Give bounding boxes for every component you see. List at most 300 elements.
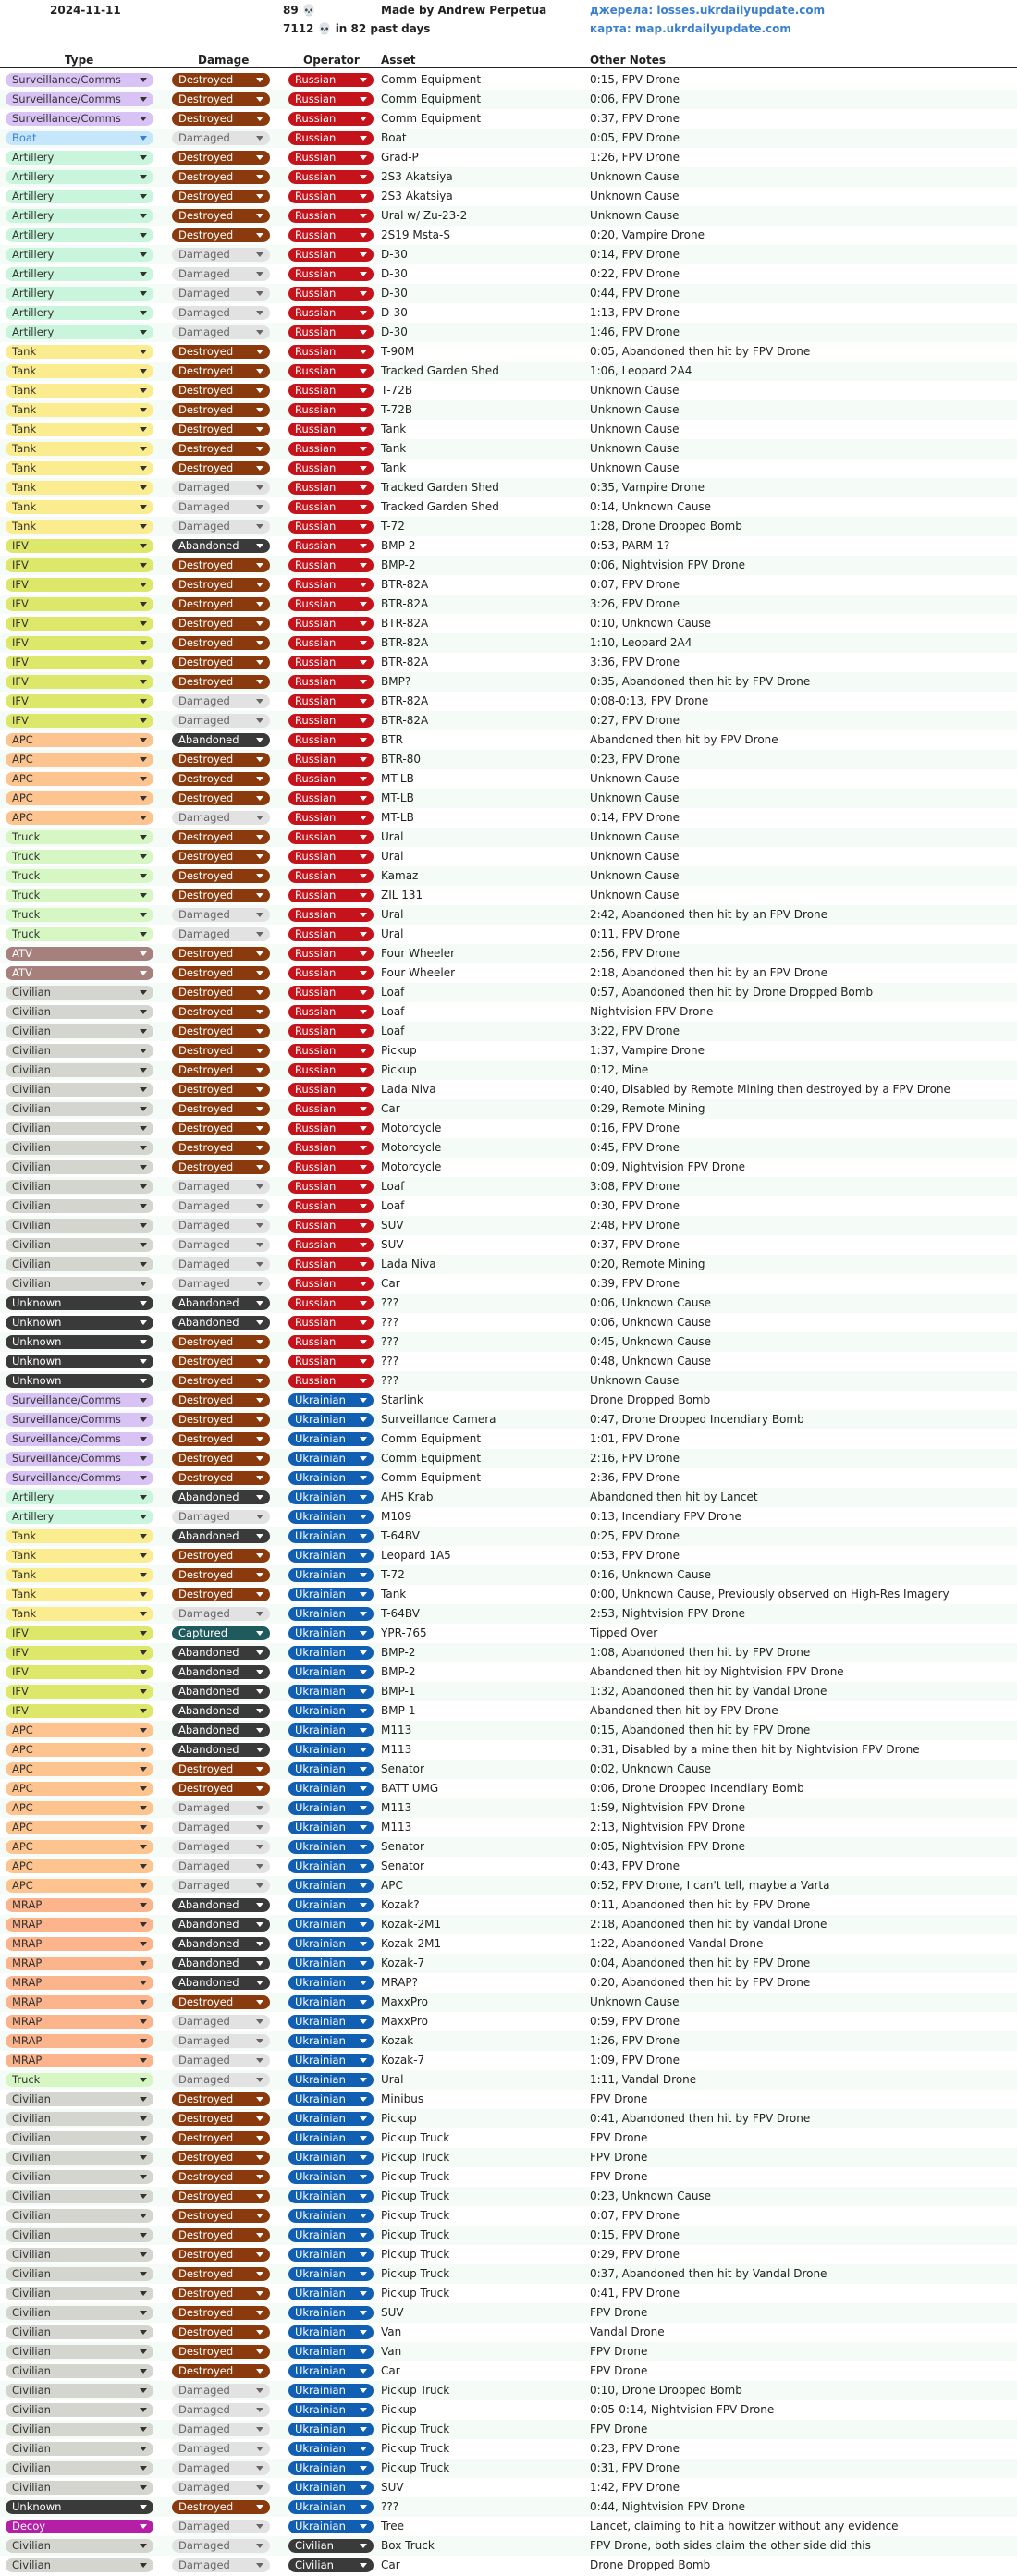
type-dropdown[interactable] [6, 1976, 153, 1990]
operator-dropdown[interactable] [288, 2267, 374, 2281]
type-dropdown[interactable] [6, 287, 153, 301]
damage-dropdown[interactable] [172, 2384, 270, 2398]
type-dropdown[interactable] [6, 2151, 153, 2165]
type-dropdown[interactable] [6, 2345, 153, 2359]
operator-dropdown[interactable] [288, 1723, 374, 1737]
operator-dropdown[interactable] [288, 2558, 374, 2572]
damage-dropdown[interactable] [172, 1743, 270, 1757]
type-dropdown[interactable] [6, 2500, 153, 2514]
type-dropdown[interactable] [6, 656, 153, 669]
type-dropdown[interactable] [6, 1374, 153, 1388]
operator-dropdown[interactable] [288, 1685, 374, 1699]
operator-dropdown[interactable] [288, 753, 374, 767]
operator-dropdown[interactable] [288, 1335, 374, 1349]
damage-dropdown[interactable] [172, 675, 270, 689]
type-dropdown[interactable] [6, 170, 153, 184]
damage-dropdown[interactable] [172, 2015, 270, 2029]
type-dropdown[interactable] [6, 1626, 153, 1640]
type-dropdown[interactable] [6, 927, 153, 941]
damage-dropdown[interactable] [172, 1005, 270, 1019]
operator-dropdown[interactable] [288, 2034, 374, 2048]
type-dropdown[interactable] [6, 2403, 153, 2417]
operator-dropdown[interactable] [288, 869, 374, 883]
type-dropdown[interactable] [6, 1238, 153, 1252]
operator-dropdown[interactable] [288, 1762, 374, 1776]
type-dropdown[interactable] [6, 1180, 153, 1194]
damage-dropdown[interactable] [172, 1704, 270, 1718]
damage-dropdown[interactable] [172, 733, 270, 747]
type-dropdown[interactable] [6, 92, 153, 106]
damage-dropdown[interactable] [172, 1957, 270, 1970]
operator-dropdown[interactable] [288, 500, 374, 514]
damage-dropdown[interactable] [172, 1102, 270, 1116]
damage-dropdown[interactable] [172, 364, 270, 378]
operator-dropdown[interactable] [288, 112, 374, 126]
damage-dropdown[interactable] [172, 2248, 270, 2262]
operator-dropdown[interactable] [288, 287, 374, 301]
type-dropdown[interactable] [6, 2481, 153, 2495]
type-dropdown[interactable] [6, 481, 153, 495]
type-dropdown[interactable] [6, 2520, 153, 2533]
damage-dropdown[interactable] [172, 2209, 270, 2223]
type-dropdown[interactable] [6, 1122, 153, 1135]
damage-dropdown[interactable] [172, 2190, 270, 2203]
damage-dropdown[interactable] [172, 287, 270, 301]
operator-dropdown[interactable] [288, 1083, 374, 1097]
type-dropdown[interactable] [6, 2461, 153, 2475]
operator-dropdown[interactable] [288, 578, 374, 592]
type-dropdown[interactable] [6, 2170, 153, 2184]
damage-dropdown[interactable] [172, 267, 270, 281]
damage-dropdown[interactable] [172, 73, 270, 87]
operator-dropdown[interactable] [288, 1393, 374, 1407]
operator-dropdown[interactable] [288, 1374, 374, 1388]
damage-dropdown[interactable] [172, 345, 270, 359]
operator-dropdown[interactable] [288, 1976, 374, 1990]
type-dropdown[interactable] [6, 2112, 153, 2126]
operator-dropdown[interactable] [288, 1238, 374, 1252]
operator-dropdown[interactable] [288, 1024, 374, 1038]
operator-dropdown[interactable] [288, 947, 374, 961]
type-dropdown[interactable] [6, 1490, 153, 1504]
type-dropdown[interactable] [6, 209, 153, 223]
type-dropdown[interactable] [6, 1277, 153, 1291]
damage-dropdown[interactable] [172, 2131, 270, 2145]
damage-dropdown[interactable] [172, 2287, 270, 2300]
type-dropdown[interactable] [6, 2384, 153, 2398]
type-dropdown[interactable] [6, 1510, 153, 1524]
operator-dropdown[interactable] [288, 248, 374, 262]
operator-dropdown[interactable] [288, 2209, 374, 2223]
operator-dropdown[interactable] [288, 1588, 374, 1601]
type-dropdown[interactable] [6, 384, 153, 398]
operator-dropdown[interactable] [288, 1743, 374, 1757]
damage-dropdown[interactable] [172, 2364, 270, 2378]
type-dropdown[interactable] [6, 190, 153, 203]
operator-dropdown[interactable] [288, 2073, 374, 2087]
damage-dropdown[interactable] [172, 1122, 270, 1135]
type-dropdown[interactable] [6, 2287, 153, 2300]
damage-dropdown[interactable] [172, 1549, 270, 1563]
damage-dropdown[interactable] [172, 1296, 270, 1310]
operator-dropdown[interactable] [288, 1957, 374, 1970]
operator-dropdown[interactable] [288, 520, 374, 534]
damage-dropdown[interactable] [172, 908, 270, 922]
damage-dropdown[interactable] [172, 170, 270, 184]
operator-dropdown[interactable] [288, 345, 374, 359]
operator-dropdown[interactable] [288, 1782, 374, 1796]
operator-dropdown[interactable] [288, 2054, 374, 2067]
operator-dropdown[interactable] [288, 1510, 374, 1524]
type-dropdown[interactable] [6, 1568, 153, 1582]
operator-dropdown[interactable] [288, 306, 374, 320]
operator-dropdown[interactable] [288, 791, 374, 805]
operator-dropdown[interactable] [288, 2423, 374, 2436]
operator-dropdown[interactable] [288, 228, 374, 242]
damage-dropdown[interactable] [172, 1937, 270, 1951]
type-dropdown[interactable] [6, 1782, 153, 1796]
type-dropdown[interactable] [6, 2558, 153, 2572]
damage-dropdown[interactable] [172, 1335, 270, 1349]
damage-dropdown[interactable] [172, 1588, 270, 1601]
damage-dropdown[interactable] [172, 1821, 270, 1834]
operator-dropdown[interactable] [288, 1607, 374, 1621]
operator-dropdown[interactable] [288, 1859, 374, 1873]
type-dropdown[interactable] [6, 578, 153, 592]
operator-dropdown[interactable] [288, 966, 374, 980]
type-dropdown[interactable] [6, 1995, 153, 2009]
damage-dropdown[interactable] [172, 1471, 270, 1485]
damage-dropdown[interactable] [172, 539, 270, 553]
operator-dropdown[interactable] [288, 1704, 374, 1718]
operator-dropdown[interactable] [288, 209, 374, 223]
type-dropdown[interactable] [6, 947, 153, 961]
damage-dropdown[interactable] [172, 2092, 270, 2106]
operator-dropdown[interactable] [288, 597, 374, 611]
operator-dropdown[interactable] [288, 1918, 374, 1932]
operator-dropdown[interactable] [288, 423, 374, 436]
damage-dropdown[interactable] [172, 1762, 270, 1776]
damage-dropdown[interactable] [172, 112, 270, 126]
damage-dropdown[interactable] [172, 1510, 270, 1524]
type-dropdown[interactable] [6, 772, 153, 786]
operator-dropdown[interactable] [288, 2345, 374, 2359]
damage-dropdown[interactable] [172, 442, 270, 456]
damage-dropdown[interactable] [172, 2481, 270, 2495]
type-dropdown[interactable] [6, 1024, 153, 1038]
type-dropdown[interactable] [6, 2209, 153, 2223]
damage-dropdown[interactable] [172, 1141, 270, 1155]
damage-dropdown[interactable] [172, 1646, 270, 1660]
damage-dropdown[interactable] [172, 927, 270, 941]
type-dropdown[interactable] [6, 1762, 153, 1776]
type-dropdown[interactable] [6, 1665, 153, 1679]
operator-dropdown[interactable] [288, 2461, 374, 2475]
operator-dropdown[interactable] [288, 2520, 374, 2533]
operator-dropdown[interactable] [288, 1413, 374, 1427]
damage-dropdown[interactable] [172, 830, 270, 844]
damage-dropdown[interactable] [172, 1257, 270, 1271]
operator-dropdown[interactable] [288, 1646, 374, 1660]
damage-dropdown[interactable] [172, 248, 270, 262]
operator-dropdown[interactable] [288, 1160, 374, 1174]
type-dropdown[interactable] [6, 267, 153, 281]
operator-dropdown[interactable] [288, 2287, 374, 2300]
type-dropdown[interactable] [6, 1898, 153, 1912]
operator-dropdown[interactable] [288, 325, 374, 339]
type-dropdown[interactable] [6, 2015, 153, 2029]
type-dropdown[interactable] [6, 1704, 153, 1718]
damage-dropdown[interactable] [172, 1723, 270, 1737]
damage-dropdown[interactable] [172, 1665, 270, 1679]
operator-dropdown[interactable] [288, 2015, 374, 2029]
damage-dropdown[interactable] [172, 617, 270, 631]
damage-dropdown[interactable] [172, 2345, 270, 2359]
operator-dropdown[interactable] [288, 73, 374, 87]
operator-dropdown[interactable] [288, 986, 374, 1000]
type-dropdown[interactable] [6, 1840, 153, 1854]
damage-dropdown[interactable] [172, 1083, 270, 1097]
operator-dropdown[interactable] [288, 364, 374, 378]
damage-dropdown[interactable] [172, 151, 270, 165]
operator-dropdown[interactable] [288, 1995, 374, 2009]
damage-dropdown[interactable] [172, 1801, 270, 1815]
operator-dropdown[interactable] [288, 170, 374, 184]
type-dropdown[interactable] [6, 306, 153, 320]
damage-dropdown[interactable] [172, 2442, 270, 2456]
damage-dropdown[interactable] [172, 578, 270, 592]
type-dropdown[interactable] [6, 364, 153, 378]
operator-dropdown[interactable] [288, 850, 374, 864]
operator-dropdown[interactable] [288, 2190, 374, 2203]
type-dropdown[interactable] [6, 1141, 153, 1155]
type-dropdown[interactable] [6, 539, 153, 553]
damage-dropdown[interactable] [172, 2228, 270, 2242]
type-dropdown[interactable] [6, 1821, 153, 1834]
type-dropdown[interactable] [6, 1005, 153, 1019]
type-dropdown[interactable] [6, 617, 153, 631]
operator-dropdown[interactable] [288, 2442, 374, 2456]
operator-dropdown[interactable] [288, 1490, 374, 1504]
type-dropdown[interactable] [6, 1316, 153, 1330]
operator-dropdown[interactable] [288, 2481, 374, 2495]
type-dropdown[interactable] [6, 1452, 153, 1466]
damage-dropdown[interactable] [172, 1898, 270, 1912]
type-dropdown[interactable] [6, 1083, 153, 1097]
damage-dropdown[interactable] [172, 2558, 270, 2572]
damage-dropdown[interactable] [172, 2151, 270, 2165]
type-dropdown[interactable] [6, 1199, 153, 1213]
type-dropdown[interactable] [6, 2034, 153, 2048]
operator-dropdown[interactable] [288, 2500, 374, 2514]
type-dropdown[interactable] [6, 1723, 153, 1737]
damage-dropdown[interactable] [172, 1355, 270, 1368]
damage-dropdown[interactable] [172, 520, 270, 534]
damage-dropdown[interactable] [172, 403, 270, 417]
type-dropdown[interactable] [6, 1471, 153, 1485]
damage-dropdown[interactable] [172, 1879, 270, 1893]
operator-dropdown[interactable] [288, 1122, 374, 1135]
operator-dropdown[interactable] [288, 1898, 374, 1912]
type-dropdown[interactable] [6, 248, 153, 262]
operator-dropdown[interactable] [288, 2151, 374, 2165]
type-dropdown[interactable] [6, 2423, 153, 2436]
damage-dropdown[interactable] [172, 131, 270, 145]
damage-dropdown[interactable] [172, 228, 270, 242]
type-dropdown[interactable] [6, 675, 153, 689]
type-dropdown[interactable] [6, 1355, 153, 1368]
damage-dropdown[interactable] [172, 1219, 270, 1233]
type-dropdown[interactable] [6, 500, 153, 514]
operator-dropdown[interactable] [288, 539, 374, 553]
type-dropdown[interactable] [6, 2364, 153, 2378]
operator-dropdown[interactable] [288, 656, 374, 669]
type-dropdown[interactable] [6, 228, 153, 242]
type-dropdown[interactable] [6, 1296, 153, 1310]
damage-dropdown[interactable] [172, 869, 270, 883]
type-dropdown[interactable] [6, 1801, 153, 1815]
type-dropdown[interactable] [6, 1859, 153, 1873]
type-dropdown[interactable] [6, 558, 153, 572]
damage-dropdown[interactable] [172, 986, 270, 1000]
operator-dropdown[interactable] [288, 2112, 374, 2126]
damage-dropdown[interactable] [172, 1918, 270, 1932]
operator-dropdown[interactable] [288, 1549, 374, 1563]
operator-dropdown[interactable] [288, 1801, 374, 1815]
type-dropdown[interactable] [6, 850, 153, 864]
operator-dropdown[interactable] [288, 2364, 374, 2378]
operator-dropdown[interactable] [288, 2092, 374, 2106]
operator-dropdown[interactable] [288, 772, 374, 786]
damage-dropdown[interactable] [172, 1626, 270, 1640]
operator-dropdown[interactable] [288, 1452, 374, 1466]
operator-dropdown[interactable] [288, 617, 374, 631]
damage-dropdown[interactable] [172, 1044, 270, 1058]
damage-dropdown[interactable] [172, 423, 270, 436]
type-dropdown[interactable] [6, 1937, 153, 1951]
type-dropdown[interactable] [6, 714, 153, 728]
operator-dropdown[interactable] [288, 131, 374, 145]
damage-dropdown[interactable] [172, 1452, 270, 1466]
type-dropdown[interactable] [6, 753, 153, 767]
operator-dropdown[interactable] [288, 1219, 374, 1233]
type-dropdown[interactable] [6, 2054, 153, 2067]
type-dropdown[interactable] [6, 1393, 153, 1407]
type-dropdown[interactable] [6, 2442, 153, 2456]
type-dropdown[interactable] [6, 345, 153, 359]
type-dropdown[interactable] [6, 131, 153, 145]
damage-dropdown[interactable] [172, 1529, 270, 1543]
operator-dropdown[interactable] [288, 1063, 374, 1077]
type-dropdown[interactable] [6, 791, 153, 805]
operator-dropdown[interactable] [288, 2228, 374, 2242]
operator-dropdown[interactable] [288, 2384, 374, 2398]
type-dropdown[interactable] [6, 2539, 153, 2553]
damage-dropdown[interactable] [172, 1432, 270, 1446]
damage-dropdown[interactable] [172, 2500, 270, 2514]
type-dropdown[interactable] [6, 1588, 153, 1601]
damage-dropdown[interactable] [172, 1782, 270, 1796]
type-dropdown[interactable] [6, 1743, 153, 1757]
type-dropdown[interactable] [6, 1685, 153, 1699]
type-dropdown[interactable] [6, 461, 153, 475]
operator-dropdown[interactable] [288, 2131, 374, 2145]
damage-dropdown[interactable] [172, 2054, 270, 2067]
operator-dropdown[interactable] [288, 384, 374, 398]
operator-dropdown[interactable] [288, 889, 374, 902]
operator-dropdown[interactable] [288, 636, 374, 650]
operator-dropdown[interactable] [288, 1821, 374, 1834]
damage-dropdown[interactable] [172, 1238, 270, 1252]
type-dropdown[interactable] [6, 1335, 153, 1349]
damage-dropdown[interactable] [172, 694, 270, 708]
damage-dropdown[interactable] [172, 2306, 270, 2320]
damage-dropdown[interactable] [172, 791, 270, 805]
damage-dropdown[interactable] [172, 2461, 270, 2475]
type-dropdown[interactable] [6, 1607, 153, 1621]
damage-dropdown[interactable] [172, 2539, 270, 2553]
type-dropdown[interactable] [6, 2267, 153, 2281]
type-dropdown[interactable] [6, 520, 153, 534]
operator-dropdown[interactable] [288, 714, 374, 728]
operator-dropdown[interactable] [288, 1199, 374, 1213]
damage-dropdown[interactable] [172, 2423, 270, 2436]
operator-dropdown[interactable] [288, 481, 374, 495]
damage-dropdown[interactable] [172, 190, 270, 203]
damage-dropdown[interactable] [172, 2325, 270, 2339]
operator-dropdown[interactable] [288, 733, 374, 747]
operator-dropdown[interactable] [288, 2248, 374, 2262]
operator-dropdown[interactable] [288, 1141, 374, 1155]
damage-dropdown[interactable] [172, 558, 270, 572]
type-dropdown[interactable] [6, 151, 153, 165]
damage-dropdown[interactable] [172, 1063, 270, 1077]
type-dropdown[interactable] [6, 2325, 153, 2339]
type-dropdown[interactable] [6, 2131, 153, 2145]
damage-dropdown[interactable] [172, 1685, 270, 1699]
operator-dropdown[interactable] [288, 442, 374, 456]
damage-dropdown[interactable] [172, 461, 270, 475]
type-dropdown[interactable] [6, 423, 153, 436]
damage-dropdown[interactable] [172, 1568, 270, 1582]
operator-dropdown[interactable] [288, 1180, 374, 1194]
type-dropdown[interactable] [6, 442, 153, 456]
operator-dropdown[interactable] [288, 2170, 374, 2184]
damage-dropdown[interactable] [172, 772, 270, 786]
type-dropdown[interactable] [6, 1257, 153, 1271]
type-dropdown[interactable] [6, 636, 153, 650]
operator-dropdown[interactable] [288, 151, 374, 165]
operator-dropdown[interactable] [288, 1665, 374, 1679]
operator-dropdown[interactable] [288, 1005, 374, 1019]
damage-dropdown[interactable] [172, 1413, 270, 1427]
damage-dropdown[interactable] [172, 656, 270, 669]
type-dropdown[interactable] [6, 869, 153, 883]
type-dropdown[interactable] [6, 1646, 153, 1660]
type-dropdown[interactable] [6, 2073, 153, 2087]
operator-dropdown[interactable] [288, 92, 374, 106]
damage-dropdown[interactable] [172, 306, 270, 320]
damage-dropdown[interactable] [172, 500, 270, 514]
type-dropdown[interactable] [6, 112, 153, 126]
operator-dropdown[interactable] [288, 1044, 374, 1058]
damage-dropdown[interactable] [172, 1277, 270, 1291]
damage-dropdown[interactable] [172, 1374, 270, 1388]
type-dropdown[interactable] [6, 597, 153, 611]
type-dropdown[interactable] [6, 1432, 153, 1446]
damage-dropdown[interactable] [172, 1607, 270, 1621]
damage-dropdown[interactable] [172, 811, 270, 825]
